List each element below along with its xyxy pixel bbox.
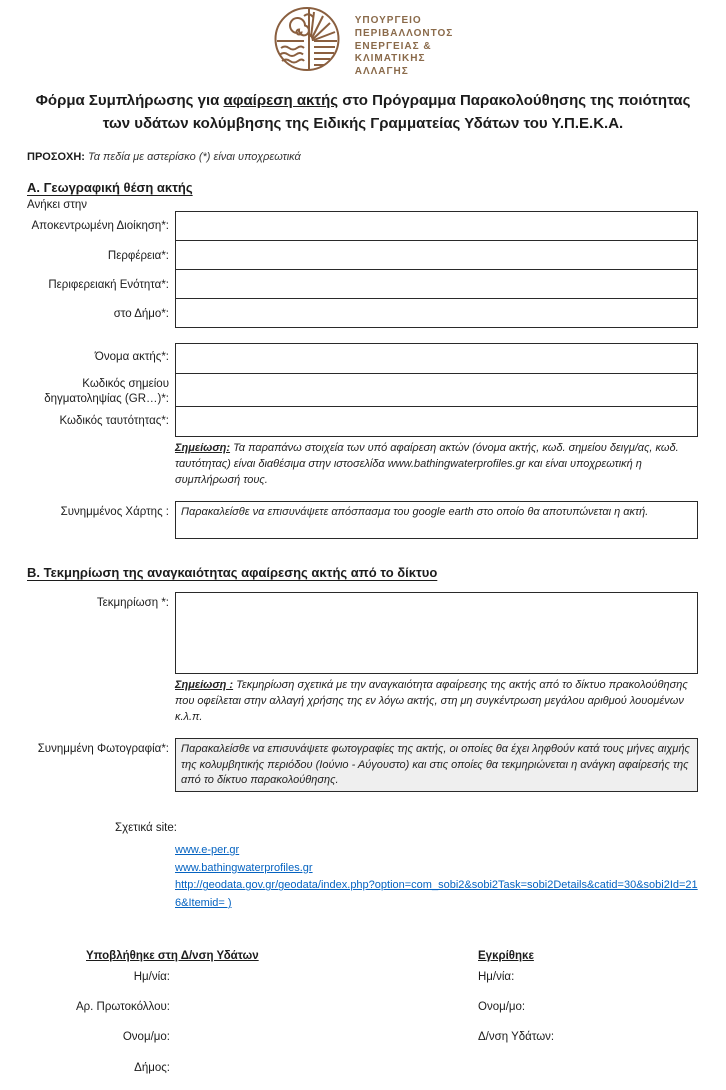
- ministry-line: ΥΠΟΥΡΓΕΙΟ: [354, 15, 422, 26]
- note-text: Τα παραπάνω στοιχεία των υπό αφαίρεση ακτών (όνομα ακτής, κωδ. σημείου δειγμ/ας, κωδ. ταυτότητας) είναι διαθέσιμα στην ιστοσελίδα www.bathingwaterprofiles.gr και είναι υποχρεωτική η συμπλήρωσή τους.: [175, 442, 679, 487]
- input-attached-photo[interactable]: [175, 738, 698, 792]
- section-a-fields-identity: [27, 343, 726, 437]
- field-label-region: Περφέρεια*:: [107, 250, 169, 263]
- input-beach-name[interactable]: [175, 343, 698, 374]
- form-title: [27, 89, 699, 136]
- ministry-logo-icon: [273, 6, 341, 72]
- photo-field: [27, 738, 726, 792]
- field-row: [27, 374, 726, 407]
- field-row: [27, 241, 726, 270]
- map-field: [27, 501, 726, 539]
- approved-heading: Εγκρίθηκε: [478, 950, 534, 963]
- input-regional-unit[interactable]: [175, 269, 698, 299]
- field-label-attached-map: Συνημμένος Χάρτης :: [60, 506, 169, 519]
- input-region[interactable]: [175, 240, 698, 270]
- form-title-suffix: στο Πρόγραμμα Παρακολούθησης της ποιότητας των υδάτων κολύμβησης της Ειδικής Γραμματείας Υδάτων του Υ.Π.Ε.Κ.Α.: [102, 91, 691, 133]
- input-identity-code[interactable]: [175, 406, 698, 437]
- ministry-name: [355, 6, 454, 79]
- approved-name-label: Ονομ/μο:: [478, 1001, 526, 1014]
- field-label-sampling-code: Κωδικός σημείου δηγματοληψίας (GR…)*:: [44, 378, 169, 405]
- section-a-intro: Ανήκει στην: [27, 199, 88, 212]
- photo-placeholder-text: Παρακαλείσθε να επισυνάψετε φωτογραφίες της ακτής, οι οποίες θα έχει ληφθούν κατά τους μήνες αιχμής της κολυμβητικής περιόδου (Ιούνιο - Αύγουστο) και στις οποίες θα τεκμηριώνεται η ανάγκη αφαίρεσής της από το δίκτυο παρακολούθησης.: [181, 743, 690, 786]
- field-label-attached-photo: Συνημμένη Φωτογραφία*:: [37, 743, 169, 756]
- note-label: Σημείωση :: [175, 679, 234, 692]
- ministry-line: ΠΕΡΙΒΑΛΛΟΝΤΟΣ: [354, 27, 454, 39]
- link-bathingwaterprofiles[interactable]: www.bathingwaterprofiles.gr: [175, 861, 313, 874]
- attention-label: ΠΡΟΣΟΧΗ:: [27, 151, 85, 164]
- section-a-note: [175, 441, 697, 489]
- section-b-heading: Β. Τεκμηρίωση της αναγκαιότητας αφαίρεσης ακτής από το δίκτυο: [27, 565, 438, 581]
- field-label-identity-code: Κωδικός ταυτότητας*:: [59, 415, 169, 428]
- ministry-header: [0, 0, 726, 79]
- ministry-line: ΕΝΕΡΓΕΙΑΣ &: [354, 40, 432, 52]
- field-label-beach-name: Όνομα ακτής*:: [94, 351, 169, 364]
- field-label-administration: Αποκεντρωμένη Διοίκηση*:: [31, 220, 169, 233]
- note-text: Τεκμηρίωση σχετικά με την αναγκαιότητα αφαίρεσης της ακτής από το δίκτυο πρακολούθησης που οφείλεται στην αλλαγή χρήσης της εν λόγω ακτής, στη μη συγκέντρωση μεγάλου αριθμού λουομένων κ.λ.π.: [175, 679, 688, 724]
- field-row: [27, 211, 726, 241]
- input-attached-map[interactable]: [175, 501, 698, 539]
- input-justification[interactable]: [175, 592, 698, 674]
- field-row: [27, 343, 726, 374]
- field-row: [27, 501, 726, 539]
- submitted-date-label: Ημ/νία:: [133, 971, 170, 984]
- related-sites: [0, 822, 726, 912]
- submitted-name-label: Ονομ/μο:: [122, 1031, 170, 1044]
- field-row: [27, 270, 726, 299]
- field-row: [27, 299, 726, 328]
- justification-field: [27, 592, 726, 674]
- link-e-per[interactable]: www.e-per.gr: [175, 844, 240, 857]
- note-label: Σημείωση:: [175, 442, 231, 455]
- section-a-fields-location: [27, 211, 726, 328]
- attention-text: Τα πεδία με αστερίσκο (*) είναι υποχρεωτικά: [84, 151, 301, 164]
- submitted-protocol-label: Αρ. Πρωτοκόλλου:: [75, 1001, 170, 1014]
- field-label-justification: Τεκμηρίωση *:: [96, 597, 169, 610]
- form-title-underlined: αφαίρεση ακτής: [223, 91, 339, 109]
- field-row: [27, 738, 726, 792]
- signature-section: [0, 950, 726, 1090]
- ministry-line: ΑΛΛΑΓΗΣ: [354, 66, 409, 78]
- form-title-prefix: Φόρμα Συμπλήρωσης για: [35, 91, 224, 109]
- field-label-regional-unit: Περιφερειακή Ενότητα*:: [48, 279, 169, 292]
- ministry-line: ΚΛΙΜΑΤΙΚΗΣ: [354, 53, 426, 65]
- link-geodata[interactable]: http://geodata.gov.gr/geodata/index.php?option=com_sobi2&sobi2Task=sobi2Details&catid=30&sobi2Id=216&Itemid= ): [175, 879, 698, 909]
- map-placeholder-text: Παρακαλείσθε να επισυνάψετε απόσπασμα του google earth στο οποίο θα αποτυπώνεται η ακτή.: [181, 506, 649, 519]
- approved-date-label: Ημ/νία:: [478, 971, 515, 984]
- field-row: [27, 592, 726, 674]
- attention-note: [27, 151, 726, 163]
- section-a-heading: Α. Γεωγραφική θέση ακτής: [27, 180, 193, 196]
- input-sampling-code[interactable]: [175, 373, 698, 407]
- approved-directorate-label: Δ/νση Υδάτων:: [478, 1031, 555, 1044]
- section-b-note: [175, 678, 697, 726]
- submitted-municipality-label: Δήμος:: [134, 1062, 170, 1075]
- submitted-heading: Υποβλήθηκε στη Δ/νση Υδάτων: [86, 950, 259, 963]
- related-sites-label: Σχετικά site:: [115, 822, 177, 835]
- input-municipality[interactable]: [175, 298, 698, 328]
- input-administration[interactable]: [175, 211, 698, 241]
- field-row: [27, 407, 726, 437]
- field-label-municipality: στο Δήμο*:: [113, 308, 169, 321]
